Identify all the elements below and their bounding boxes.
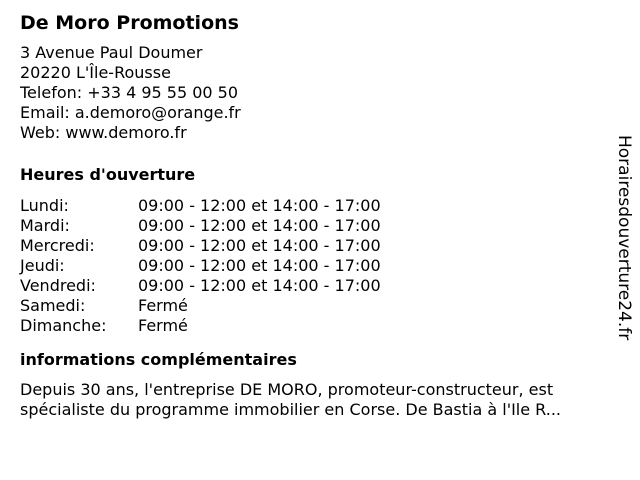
day-label: Samedi:: [20, 296, 86, 315]
street-address: 3 Avenue Paul Doumer: [20, 43, 203, 62]
day-label: Jeudi:: [20, 256, 65, 275]
hours-row-monday: [20, 196, 615, 216]
contact-block: [20, 43, 615, 143]
site-watermark: Horairesdouverture24.fr: [614, 135, 634, 341]
hours-value: Fermé: [138, 296, 188, 315]
phone-number: Telefon: +33 4 95 55 00 50: [20, 83, 239, 102]
description-line: Depuis 30 ans, l'entreprise DE MORO, promoteur-constructeur, est: [20, 380, 554, 399]
day-label: Lundi:: [20, 196, 69, 215]
hours-row-sunday: [20, 316, 615, 336]
opening-hours-heading: Heures d'ouverture: [20, 165, 196, 184]
day-label: Vendredi:: [20, 276, 96, 295]
hours-row-saturday: [20, 296, 615, 316]
hours-value: 09:00 - 12:00 et 14:00 - 17:00: [138, 236, 381, 255]
day-label: Dimanche:: [20, 316, 107, 335]
city-address: 20220 L'Île-Rousse: [20, 63, 171, 82]
opening-hours-table: [20, 196, 615, 336]
hours-row-thursday: [20, 256, 615, 276]
hours-value: Fermé: [138, 316, 188, 335]
business-description: [20, 380, 615, 420]
email-address: Email: a.demoro@orange.fr: [20, 103, 241, 122]
hours-value: 09:00 - 12:00 et 14:00 - 17:00: [138, 256, 381, 275]
day-label: Mardi:: [20, 216, 70, 235]
website: Web: www.demoro.fr: [20, 123, 187, 142]
hours-value: 09:00 - 12:00 et 14:00 - 17:00: [138, 196, 381, 215]
business-card: [20, 10, 615, 420]
hours-row-friday: [20, 276, 615, 296]
additional-info-heading: informations complémentaires: [20, 350, 297, 369]
hours-row-wednesday: [20, 236, 615, 256]
business-name: De Moro Promotions: [20, 12, 239, 34]
description-line: spécialiste du programme immobilier en Corse. De Bastia à l'Ile R...: [20, 400, 561, 419]
hours-row-tuesday: [20, 216, 615, 236]
hours-value: 09:00 - 12:00 et 14:00 - 17:00: [138, 216, 381, 235]
day-label: Mercredi:: [20, 236, 95, 255]
hours-value: 09:00 - 12:00 et 14:00 - 17:00: [138, 276, 381, 295]
